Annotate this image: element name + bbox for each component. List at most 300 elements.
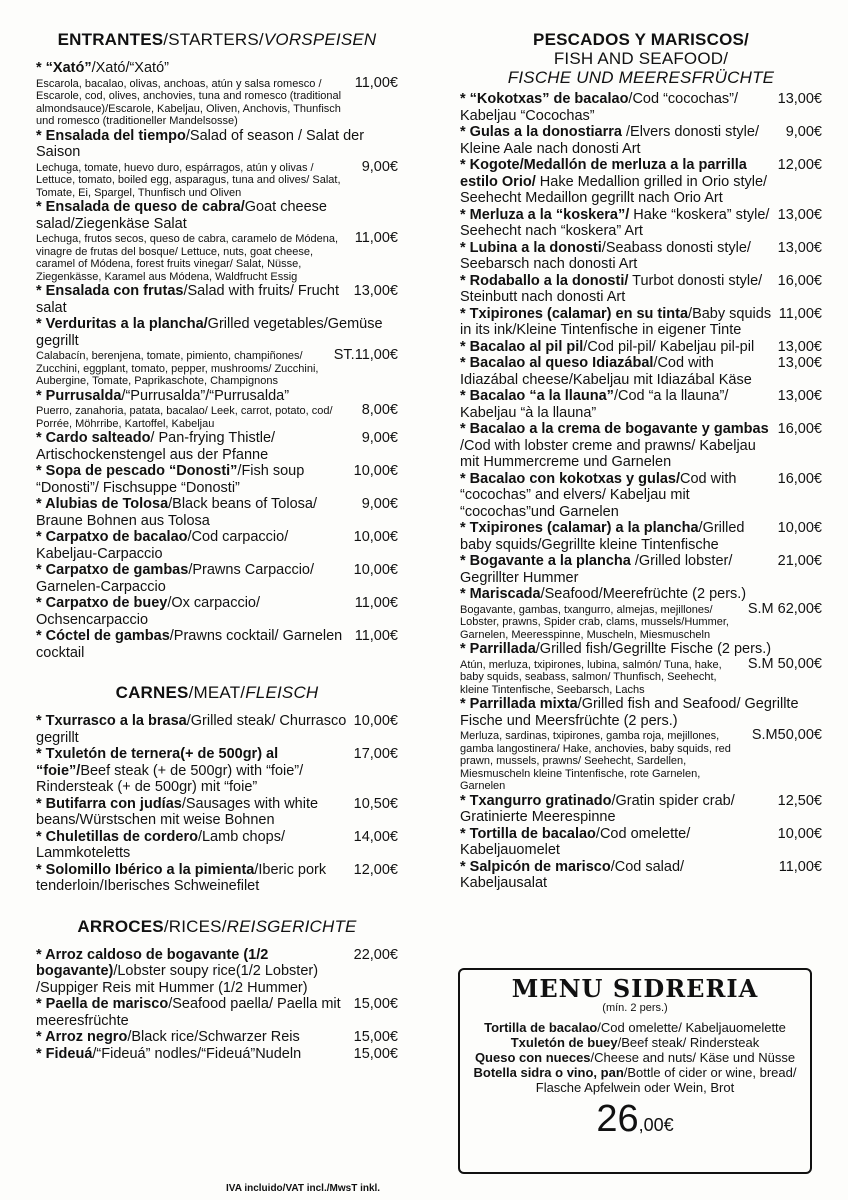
menu-item-row (460, 157, 822, 207)
menu-item-text (36, 595, 349, 628)
menu-item (460, 641, 822, 696)
section-title-de: REISGERICHTE (226, 916, 357, 936)
menu-item-text (36, 430, 356, 463)
menu-item (460, 520, 822, 553)
menu-item-text (460, 793, 772, 826)
menu-item (460, 240, 822, 273)
menu-item-translation: Turbot donosti style/ Steinbutt nach donosti Art (460, 272, 763, 305)
menu-item-translation: / Pan-frying Thistle/ Artischockenstengel aus der Pfanne (36, 430, 276, 463)
menu-item-row (460, 696, 822, 729)
menu-item-name: * Salpicón de marisco (460, 858, 611, 875)
menu-item-text (36, 1029, 300, 1046)
menu-item-name: * Bogavante a la plancha (460, 553, 631, 569)
menu-line-translation: /Cheese and nuts/ Käse und Nüsse (590, 1050, 796, 1065)
menu-item (460, 696, 822, 793)
menu-item-text (36, 1046, 301, 1063)
menu-item (36, 746, 398, 796)
menu-item-price: 10,00€ (353, 562, 398, 578)
menu-item-text (460, 696, 822, 729)
menu-item-name: * Bacalao al queso Idiazábal (460, 355, 654, 371)
menu-sidreria-line (460, 1050, 810, 1065)
menu-item-desc-row (36, 232, 398, 283)
menu-item-row (36, 947, 398, 997)
section-gap (36, 661, 398, 683)
menu-item-name: * Arroz negro (36, 1029, 128, 1045)
menu-item-row (36, 829, 398, 862)
menu-line-dish: Txuletón de buey (510, 1035, 618, 1050)
menu-item-text (460, 355, 772, 388)
menu-line-dish: Botella sidra o vino, pan (473, 1065, 624, 1080)
menu-item-price: 21,00€ (777, 553, 822, 569)
menu-item-name: * “Kokotxas” de bacalao (460, 91, 629, 107)
menu-item (460, 207, 822, 240)
menu-line-dish: Queso con nueces (474, 1050, 591, 1065)
section-title (36, 30, 398, 50)
menu-item-price: 14,00€ (353, 828, 398, 845)
menu-item-translation: Hake “koskera” style/ Seehecht nach “koskera” Art (460, 206, 770, 239)
menu-item-name: * Ensalada del tiempo (36, 127, 186, 144)
menu-item-price: 12,00€ (777, 157, 822, 173)
menu-line-dish: Tortilla de bacalao (484, 1020, 598, 1035)
menu-item-name: * Txipirones (calamar) a la plancha (460, 520, 699, 536)
menu-item-price: 13,00€ (777, 206, 822, 223)
section-gap (36, 895, 398, 917)
menu-item-price: 13,00€ (777, 388, 822, 404)
fish-items (460, 91, 822, 892)
menu-item-translation: /Grilled lobster/ Gegrillter Hummer (460, 553, 733, 586)
menu-item-text (460, 388, 772, 421)
menu-price-main: 26 (596, 1098, 639, 1140)
menu-item-translation: /Cod “cocochas”/ Kabeljau “Cocochas” (460, 91, 739, 124)
menu-item-row (460, 207, 822, 240)
section-title-de: VORSPEISEN (263, 30, 377, 49)
menu-item-text (36, 529, 348, 562)
menu-item (460, 859, 822, 892)
menu-item (36, 562, 398, 595)
menu-item-price: 16,00€ (777, 272, 822, 289)
section-title-de: FLEISCH (245, 683, 319, 702)
menu-item (36, 947, 398, 997)
menu-item-description: Atún, merluza, txipirones, lubina, salmón/ Tuna, hake, baby squids, seabass, salmon/ Thunfisch, Seehecht, kleine Tintenfische, Seebarsch, Lachs (460, 658, 722, 696)
menu-item (36, 996, 398, 1029)
menu-item-row (36, 316, 398, 349)
menu-item (460, 273, 822, 306)
fish-section-title (460, 30, 822, 87)
menu-item-price: 11,00€ (354, 595, 398, 611)
menu-item-name: * Solomillo Ibérico a la pimienta (36, 861, 255, 878)
menu-item-text (36, 496, 356, 529)
menu-item-name: * Bacalao “a la llauna” (460, 388, 614, 404)
menu-item-price: 11,00€ (778, 305, 822, 322)
menu-item-text (36, 128, 398, 161)
menu-item-text (36, 862, 348, 895)
menu-item-price: 15,00€ (353, 1045, 398, 1062)
menu-item (36, 496, 398, 529)
menu-item-translation: Goat cheese salad/Ziegenkäse Salat (36, 199, 327, 232)
menu-item-price: 10,00€ (777, 520, 822, 536)
menu-item-text (36, 388, 289, 405)
menu-item-text (460, 826, 772, 859)
menu-item (36, 862, 398, 895)
menu-item-price: S.M50,00€ (751, 727, 822, 743)
menu-item-desc-row (460, 600, 822, 642)
menu-item-translation: /Fish soup “Donosti”/ Fischsuppe “Donosti” (36, 463, 305, 496)
menu-item-text (36, 283, 348, 316)
menu-item (460, 91, 822, 124)
menu-item-translation: /“Fideuá” nodles/“Fideuá”Nudeln (92, 1045, 302, 1062)
menu-item (36, 829, 398, 862)
menu-item-name: * Cardo salteado (36, 430, 151, 446)
menu-item-desc-row (460, 729, 822, 793)
menu-sidreria-line (460, 1035, 810, 1050)
menu-item (36, 628, 398, 661)
menu-item-text (460, 306, 773, 339)
menu-item (36, 463, 398, 496)
menu-item-text (460, 339, 754, 356)
menu-item-price: 10,50€ (353, 795, 398, 812)
menu-item-row (36, 128, 398, 161)
menu-item-price: ST.11,00€ (333, 347, 398, 363)
menu-item-row (460, 306, 822, 339)
menu-item-translation: /Lobster soupy rice(1/2 Lobster) /Suppiger Reis mit Hummer (1/2 Hummer) (36, 963, 319, 996)
menu-item (36, 713, 398, 746)
menu-line-translation: /Cod omelette/ Kabeljauomelette (597, 1020, 786, 1035)
menu-item-price: 12,00€ (353, 861, 398, 878)
menu-item-text (460, 553, 772, 586)
menu-item-row (460, 91, 822, 124)
menu-item-translation: /Cod with Idiazábal cheese/Kabeljau mit Idiazábal Käse (460, 355, 752, 388)
menu-line-translation: /Beef steak/ Rindersteak (617, 1035, 760, 1050)
menu-item-text (460, 157, 772, 207)
menu-item-description: Calabacín, berenjena, tomate, pimiento, champiñones/ Zucchini, eggplant, tomato, pepper, mushrooms/ Zucchini, Aubergine, Tomate, Paprikaschote, Champignons (36, 350, 319, 387)
menu-sidreria-subtitle: (mín. 2 pers.) (602, 1002, 668, 1014)
menu-item-text (36, 746, 348, 796)
menu-item-price: 9,00€ (785, 124, 822, 140)
menu-item (36, 128, 398, 200)
menu-item-name: * Sopa de pescado “Donosti” (36, 463, 238, 479)
menu-item (460, 339, 822, 356)
menu-item-description: Merluza, sardinas, txipirones, gamba roja, mejillones, gamba langostinera/ Hake, anchovies, baby squids, red prawn, mussels, prawns/ Seehecht, Sardellen, Miesmuscheln kleine Tintenfische, rote Garnelen, Garnelen (460, 730, 731, 792)
menu-item-translation: /“Purrusalda”/“Purrusalda” (121, 387, 290, 404)
menu-item-text (460, 520, 772, 553)
menu-item-text (460, 207, 772, 240)
menu-item (460, 826, 822, 859)
menu-item (36, 388, 398, 431)
menu-item-name: * Txuletón de ternera(+ de 500gr) al “foie”/ (36, 746, 279, 779)
tax-footer: IVA incluido/VAT incl./MwsT inkl. (226, 1183, 381, 1194)
menu-item-row (36, 713, 398, 746)
menu-item-row (36, 1046, 398, 1063)
menu-item-row (36, 60, 398, 77)
menu-item-row (460, 388, 822, 421)
menu-item-row (460, 520, 822, 553)
menu-item-name: * Fideuá (36, 1045, 93, 1062)
menu-item-translation: /Cod omelette/ Kabeljauomelet (460, 825, 691, 858)
menu-sidreria-box (458, 968, 812, 1174)
menu-item-translation: Grilled vegetables/Gemüse gegrillt (36, 316, 383, 349)
menu-item (36, 1046, 398, 1063)
menu-item-name: * Txangurro gratinado (460, 792, 612, 809)
menu-item-price: S.M 50,00€ (747, 655, 822, 672)
menu-item (460, 586, 822, 641)
menu-item-price: 11,00€ (354, 628, 398, 644)
menu-item-translation: /Grilled steak/ Churrasco gegrillt (36, 713, 347, 746)
menu-item-text (36, 947, 348, 997)
menu-item-description: Puerro, zanahoria, patata, bacalao/ Leek, carrot, potato, cod/ Porrée, Möhrribe, Kartoffel, Kabeljau (36, 405, 333, 430)
menu-item-price: 10,00€ (777, 825, 822, 842)
menu-item-name: * Txurrasco a la brasa (36, 713, 187, 729)
menu-item-desc-row (36, 158, 398, 200)
menu-item-description: Bogavante, gambas, txangurro, almejas, mejillones/ Lobster, prawns, Spider crab, clams, mussels/Hummer, Garnelen, Meeresspinne, Muscheln, Miesmuscheln (460, 603, 729, 641)
menu-item-translation: /Sausages with white beans/Würstschen mit weise Bohnen (36, 795, 319, 828)
menu-item-row (36, 388, 398, 405)
menu-item-price: 8,00€ (361, 402, 398, 418)
menu-item-text (460, 471, 772, 521)
menu-item-description: Lechuga, frutos secos, queso de cabra, caramelo de Módena, vinagre de frutas del bosque/ Lettuce, nuts, goat cheese, caramel of Módena, forest fruits vinegar/ Salat, Nüsse, Ziegenkässe, Karamel aus Módena, Waldfrucht Essig (36, 233, 339, 283)
menu-item-row (36, 430, 398, 463)
section-title-en: /RICES/ (163, 916, 227, 936)
menu-item-desc-row (460, 655, 822, 697)
menu-item-translation: /Salad with fruits/ Frucht salat (36, 283, 339, 316)
section-title-main: CARNES (115, 683, 189, 702)
menu-item-text (36, 628, 349, 661)
menu-item-text (460, 273, 772, 306)
menu-item-name: * Verduritas a la plancha/ (36, 316, 208, 332)
menu-item-row (36, 796, 398, 829)
menu-item-name: * Carpatxo de buey (36, 595, 168, 611)
menu-item (36, 430, 398, 463)
menu-item-text (36, 463, 348, 496)
right-column (460, 30, 822, 892)
menu-item-translation: /Black beans of Tolosa/ Braune Bohnen aus Tolosa (36, 496, 317, 529)
menu-item-row (460, 826, 822, 859)
menu-item-translation: /Seafood paella/ Paella mit meeresfrüchte (36, 996, 341, 1029)
menu-item-row (36, 746, 398, 796)
menu-item-translation: /Prawns Carpaccio/ Garnelen-Carpaccio (36, 562, 315, 595)
menu-item (460, 553, 822, 586)
menu-item-name: * Ensalada de queso de cabra/ (36, 199, 245, 215)
menu-item-row (460, 793, 822, 826)
menu-item-row (36, 496, 398, 529)
menu-item-price: 15,00€ (353, 996, 398, 1012)
menu-item-text (460, 586, 746, 603)
menu-item (36, 529, 398, 562)
section-title-main: ENTRANTES (57, 30, 164, 49)
menu-item-translation: Beef steak (+ de 500gr) with “foie”/ Rindersteak (+ de 500gr) mit “foie” (36, 762, 304, 795)
menu-item-translation: /Seabass donosti style/ Seebarsch nach donosti Art (460, 239, 751, 272)
menu-item-name: * Chuletillas de cordero (36, 828, 198, 845)
menu-item (460, 124, 822, 157)
menu-item-text (36, 60, 169, 77)
menu-item (36, 1029, 398, 1046)
fish-title-line3: FISCHE UND MEERESFRÜCHTE (507, 68, 775, 87)
menu-item-text (460, 421, 772, 471)
menu-item-name: * Paella de marisco (36, 996, 169, 1012)
menu-item-translation: /Grilled baby squids/Gegrillte kleine Tintenfische (460, 520, 745, 553)
menu-item-row (460, 421, 822, 471)
menu-sidreria-title: MENU SIDRERIA (511, 974, 759, 1003)
menu-item-name: * Bacalao al pil pil (460, 338, 584, 355)
menu-item-text (36, 316, 398, 349)
menu-item-text (460, 859, 773, 892)
menu-item-name: * Arroz caldoso de bogavante (1/2 bogavante) (36, 946, 269, 979)
menu-item-description: Lechuga, tomate, huevo duro, espárragos, atún y olivas / Lettuce, tomato, boiled egg, asparagus, tuna and olives/ Salat, Tomate, Ei, Spargel, Thunfisch und Oliven (36, 161, 341, 199)
menu-item (460, 388, 822, 421)
menu-item-name: * Alubias de Tolosa (36, 496, 169, 512)
menu-item-price: 13,00€ (353, 283, 398, 299)
section-title-en: /MEAT/ (188, 683, 246, 702)
menu-item-translation: /Salad of season / Salat der Saison (36, 127, 365, 160)
menu-item-translation: /Cod with lobster creme and prawns/ Kabeljau mit Hummercreme und Garnelen (460, 437, 756, 470)
menu-sidreria-price (460, 1099, 810, 1145)
menu-item-price: 11,00€ (354, 230, 398, 246)
menu-item-row (460, 240, 822, 273)
section-title-en: /STARTERS/ (163, 30, 264, 49)
menu-item-price: 12,50€ (777, 792, 822, 809)
menu-item-price: 9,00€ (361, 158, 398, 175)
menu-item-price: 11,00€ (778, 858, 822, 875)
menu-item-row (460, 339, 822, 356)
menu-item-text (36, 713, 348, 746)
menu-item-row (36, 562, 398, 595)
menu-item-price: 11,00€ (354, 74, 398, 91)
menu-item-name: * Carpatxo de bacalao (36, 529, 188, 545)
menu-item-desc-row (36, 349, 398, 388)
menu-item-row (460, 859, 822, 892)
menu-item-price: 13,00€ (777, 338, 822, 355)
menu-item-row (36, 529, 398, 562)
menu-item-text (36, 996, 348, 1029)
menu-item-name: * Kogote/Medallón de merluza a la parrilla estilo Orio/ (460, 157, 747, 190)
menu-item (36, 283, 398, 316)
menu-item (460, 306, 822, 339)
menu-item-name: * Mariscada (460, 586, 541, 602)
menu-item-row (460, 553, 822, 586)
menu-item-translation: /Cod carpaccio/ Kabeljau-Carpaccio (36, 529, 289, 562)
fish-title-line1: PESCADOS Y MARISCOS/ (533, 30, 749, 49)
menu-item-row (36, 595, 398, 628)
menu-item-row (460, 355, 822, 388)
menu-item-translation: /Black rice/Schwarzer Reis (127, 1029, 300, 1045)
menu-item-price: 13,00€ (777, 91, 822, 107)
menu-item-name: * Tortilla de bacalao (460, 825, 596, 842)
menu-item-translation: /Prawns cocktail/ Garnelen cocktail (36, 628, 343, 661)
menu-item-name: * Parrillada mixta (460, 696, 578, 712)
menu-item (460, 421, 822, 471)
menu-item-row (36, 628, 398, 661)
menu-item-translation: Cod with “cocochas” and elvers/ Kabeljau mit “cocochas”und Garnelen (460, 470, 737, 520)
menu-item-price: 10,00€ (353, 529, 398, 545)
menu-item-name: * Purrusalda (36, 387, 122, 404)
menu-item (36, 796, 398, 829)
menu-item-translation: /Ox carpaccio/ Ochsencarpaccio (36, 595, 261, 628)
menu-item-text (460, 91, 772, 124)
menu-item-row (460, 124, 822, 157)
menu-item-price: 15,00€ (353, 1029, 398, 1045)
menu-item-price: 16,00€ (777, 421, 822, 437)
menu-item-name: * Txipirones (calamar) en su tinta (460, 305, 689, 322)
menu-item (36, 316, 398, 388)
menu-item-price: 13,00€ (777, 239, 822, 256)
menu-item-text (36, 199, 398, 232)
menu-item-price: 17,00€ (353, 746, 398, 762)
menu-item-translation: /Seafood/Meerefrüchte (2 pers.) (540, 586, 747, 602)
menu-item-row (36, 199, 398, 232)
menu-item-row (460, 273, 822, 306)
menu-sidreria-lines (460, 1020, 810, 1095)
fish-title-line2: FISH AND SEAFOOD/ (553, 49, 729, 68)
menu-item-text (460, 240, 772, 273)
menu-item-name: * Bacalao a la crema de bogavante y gambas (460, 421, 769, 437)
menu-item-translation: /Grilled fish and Seafood/ Gegrillte Fische und Meersfrüchte (2 pers.) (460, 696, 799, 729)
menu-item-name: * “Xató” (36, 60, 92, 76)
menu-item-text (36, 829, 348, 862)
menu-item-text (460, 124, 780, 157)
menu-item-name: * Butifarra con judías (36, 795, 182, 812)
menu-item-row (36, 283, 398, 316)
section-title (36, 917, 398, 937)
menu-item-name: * Ensalada con frutas (36, 283, 184, 299)
menu-item-name: * Gulas a la donostiarra (460, 124, 622, 140)
menu-item-name: * Bacalao con kokotxas y gulas/ (460, 470, 681, 487)
menu-sidreria-line (460, 1065, 810, 1095)
menu-item-description: Escarola, bacalao, olivas, anchoas, atún y salsa romesco / Escarole, cod, olives, anchovies, tuna and romesco (traditional almondsauce)/Escarole, Kabeljau, Oliven, Anchovis, Thunfisch und romesco (traditioneller Mandelsosse) (36, 77, 342, 127)
section-title (36, 683, 398, 703)
menu-item-text (36, 796, 348, 829)
menu-item-desc-row (36, 404, 398, 430)
menu-item-price: 16,00€ (777, 470, 822, 487)
menu-item-translation: /Elvers donosti style/ Kleine Aale nach donosti Art (460, 124, 759, 157)
menu-item-row (36, 1029, 398, 1046)
menu-item (460, 355, 822, 388)
menu-item-price: S.M 62,00€ (747, 600, 822, 617)
menu-item (36, 595, 398, 628)
menu-item-name: * Carpatxo de gambas (36, 562, 189, 578)
menu-item-price: 10,00€ (353, 463, 398, 479)
section-title-main: ARROCES (77, 916, 164, 936)
menu-item-translation: /Cod pil-pil/ Kabeljau pil-pil (583, 338, 755, 355)
menu-item-row (36, 862, 398, 895)
menu-item-translation: /Grilled fish/Gegrillte Fische (2 pers.) (535, 641, 772, 657)
menu-item (36, 60, 398, 128)
menu-item (460, 157, 822, 207)
menu-item-translation: /Iberic pork tenderloin/Iberisches Schweinefilet (36, 861, 327, 894)
menu-item-desc-row (36, 74, 398, 128)
menu-item-row (36, 463, 398, 496)
menu-item-price: 10,00€ (353, 713, 398, 729)
menu-item-row (460, 471, 822, 521)
menu-item-translation: /Lamb chops/ Lammkoteletts (36, 828, 286, 861)
menu-item-name: * Cóctel de gambas (36, 628, 170, 644)
menu-item-name: * Rodaballo a la donosti/ (460, 272, 629, 289)
menu-item-name: * Lubina a la donosti (460, 239, 602, 256)
menu-item-name: * Parrillada (460, 641, 536, 657)
menu-item-row (36, 996, 398, 1029)
menu-item (460, 471, 822, 521)
menu-item-price: 9,00€ (361, 430, 398, 446)
menu-item-translation: /Baby squids in its ink/Kleine Tintenfische in eigener Tinte (460, 305, 772, 338)
menu-item-translation: Hake Medallion grilled in Orio style/ Seehecht Medaillon gegrillt nach Orio Art (460, 173, 768, 206)
menu-item-translation: /Gratin spider crab/ Gratinierte Meerespinne (460, 792, 735, 825)
menu-line-translation: /Bottle of cider or wine, bread/ Flasche Apfelwein oder Wein, Brot (535, 1065, 797, 1095)
menu-sidreria-line (460, 1020, 810, 1035)
menu-item-translation: /Xató/“Xató” (91, 60, 169, 76)
left-column (36, 30, 398, 1062)
menu-item-price: 9,00€ (361, 496, 398, 512)
menu-item-text (460, 641, 771, 658)
menu-item (36, 199, 398, 283)
menu-item-name: * Merluza a la “koskera”/ (460, 206, 630, 223)
